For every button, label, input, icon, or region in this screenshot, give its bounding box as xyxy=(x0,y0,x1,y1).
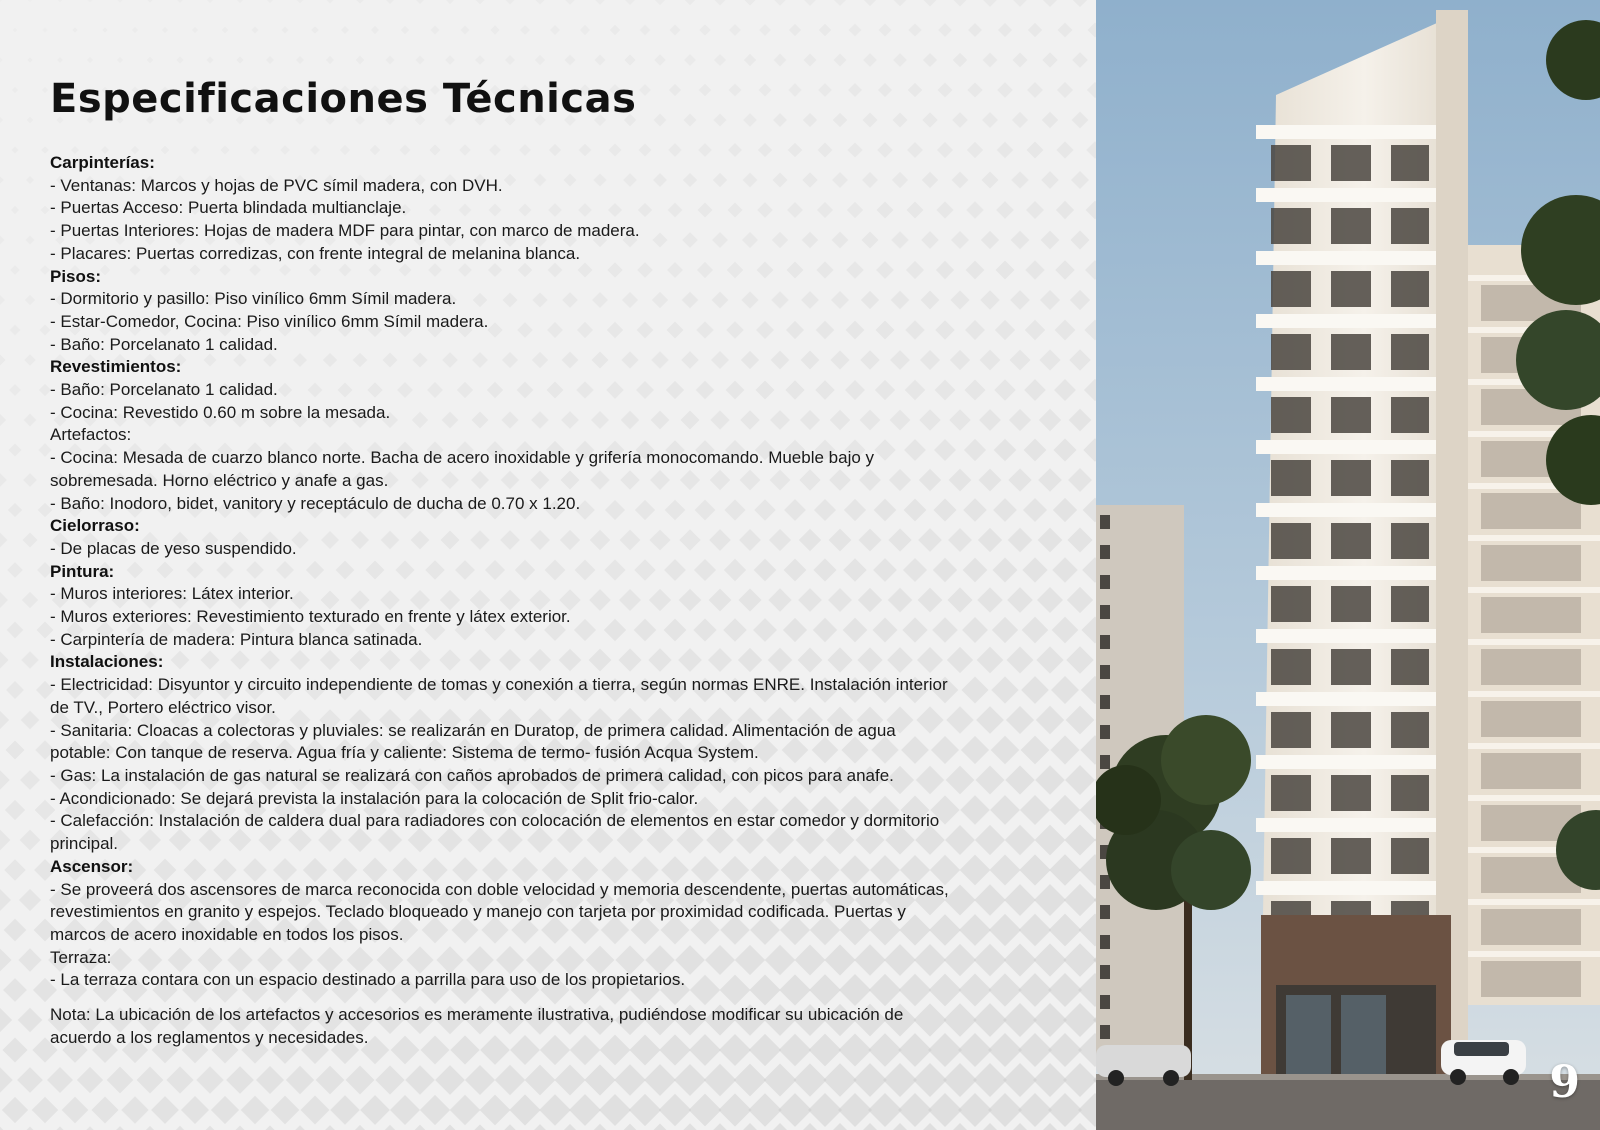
section-heading: Artefactos: xyxy=(50,425,132,445)
section-heading: Carpinterías: xyxy=(50,153,155,172)
spec-item: - Se proveerá dos ascensores de marca reconocida con doble velocidad y memoria descendente, puertas automáticas, xyxy=(50,879,949,899)
spec-item: sobremesada. Horno eléctrico y anafe a gas. xyxy=(50,470,389,490)
spec-item: - Dormitorio y pasillo: Piso vinílico 6mm Símil madera. xyxy=(50,289,457,309)
spec-item: - Baño: Inodoro, bidet, vanitory y receptáculo de ducha de 0.70 x 1.20. xyxy=(50,493,581,513)
page-title: Especificaciones Técnicas xyxy=(50,76,637,122)
building-rendering-photo xyxy=(1096,0,1600,1130)
section-heading: Terraza: xyxy=(50,947,112,967)
note-line: acuerdo a los reglamentos y necesidades. xyxy=(50,1027,369,1047)
spec-item: - De placas de yeso suspendido. xyxy=(50,538,297,558)
spec-item: - Puertas Acceso: Puerta blindada multianclaje. xyxy=(50,198,407,218)
spec-item: - Baño: Porcelanato 1 calidad. xyxy=(50,334,278,354)
spec-item: - Acondicionado: Se dejará prevista la instalación para la colocación de Split frio-calor. xyxy=(50,788,699,808)
spec-item: - La terraza contara con un espacio destinado a parrilla para uso de los propietarios. xyxy=(50,970,686,990)
spec-item: - Gas: La instalación de gas natural se realizará con caños aprobados de primera calidad, con picos para anafe. xyxy=(50,765,894,785)
spec-item: de TV., Portero eléctrico visor. xyxy=(50,697,276,717)
section-heading: Instalaciones: xyxy=(50,652,164,672)
section-heading: Cielorraso: xyxy=(50,516,140,536)
spec-item: - Cocina: Revestido 0.60 m sobre la mesada. xyxy=(50,402,391,422)
spec-content xyxy=(50,72,1080,1049)
section-heading: Revestimientos: xyxy=(50,357,182,377)
spec-list xyxy=(50,152,1080,1049)
spec-item: - Carpintería de madera: Pintura blanca satinada. xyxy=(50,629,423,649)
spec-item: - Sanitaria: Cloacas a colectoras y pluviales: se realizarán en Duratop, de primera calidad. Alimentación de agua xyxy=(50,720,896,740)
spec-item: - Puertas Interiores: Hojas de madera MDF para pintar, con marco de madera. xyxy=(50,221,640,241)
section-heading: Pisos: xyxy=(50,266,102,286)
spec-item: - Muros exteriores: Revestimiento texturado en frente y látex exterior. xyxy=(50,607,571,627)
spec-item: revestimientos en granito y espejos. Teclado bloqueado y manejo con tarjeta por proximidad codificada. Puertas y xyxy=(50,902,906,922)
page-number: 9 xyxy=(1549,1057,1580,1108)
spec-item: marcos de acero inoxidable en todos los pisos. xyxy=(50,924,404,944)
spec-item: - Ventanas: Marcos y hojas de PVC símil madera, con DVH. xyxy=(50,175,503,195)
spec-item: - Calefacción: Instalación de caldera dual para radiadores con colocación de elementos en estar comedor y dormitorio xyxy=(50,811,940,831)
spec-item: - Estar-Comedor, Cocina: Piso vinílico 6mm Símil madera. xyxy=(50,311,489,331)
section-heading: Pintura: xyxy=(50,561,115,581)
spec-item: - Cocina: Mesada de cuarzo blanco norte. Bacha de acero inoxidable y grifería monocomando. Mueble bajo y xyxy=(50,448,875,468)
spec-item: - Placares: Puertas corredizas, con frente integral de melanina blanca. xyxy=(50,243,581,263)
spec-item: potable: Con tanque de reserva. Agua fría y caliente: Sistema de termo- fusión Acqua System. xyxy=(50,743,759,763)
spec-item: - Baño: Porcelanato 1 calidad. xyxy=(50,380,278,400)
spec-item: - Muros interiores: Látex interior. xyxy=(50,584,294,604)
spacer xyxy=(50,992,1080,1004)
spec-item: principal. xyxy=(50,834,119,854)
section-heading: Ascensor: xyxy=(50,856,134,876)
spec-item: - Electricidad: Disyuntor y circuito independiente de tomas y conexión a tierra, según normas ENRE. Instalación interior xyxy=(50,675,948,695)
note-line: Nota: La ubicación de los artefactos y accesorios es meramente ilustrativa, pudiéndose modificar su ubicación de xyxy=(50,1005,904,1025)
